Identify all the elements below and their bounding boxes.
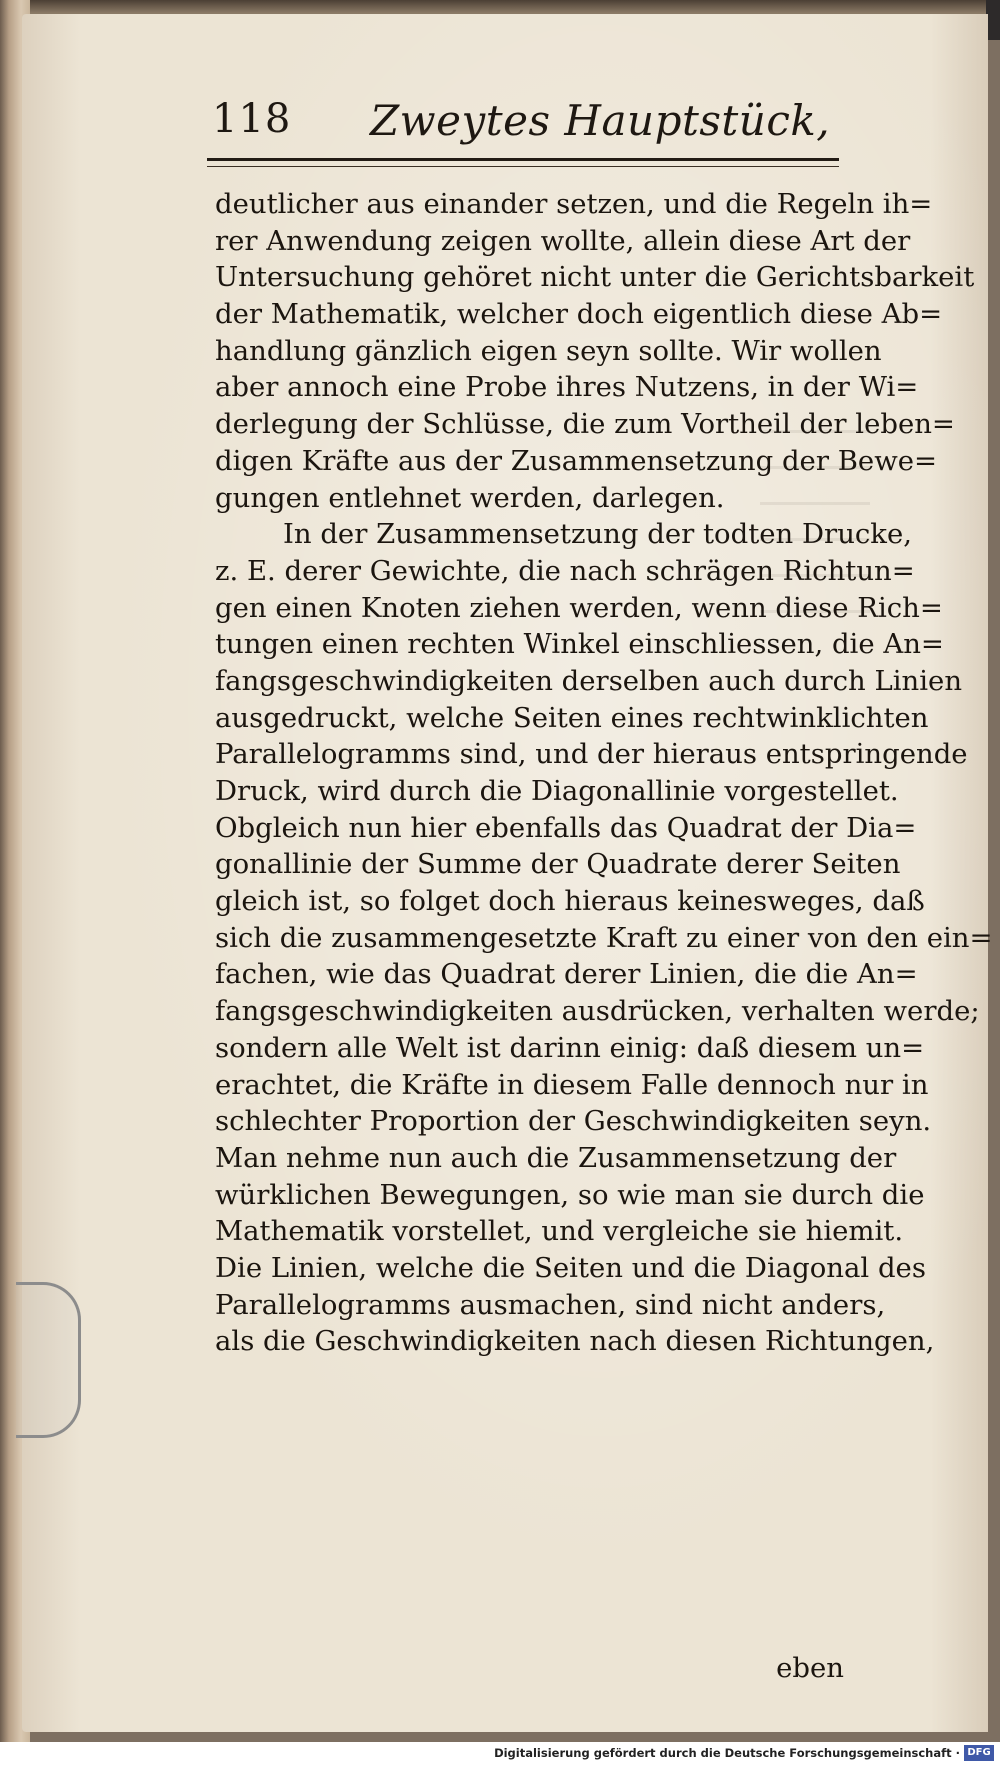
text-line: ausgedruckt, welche Seiten eines rechtwinklichten (215, 701, 929, 734)
catchword: eben (776, 1652, 844, 1684)
text-line: Parallelogramms ausmachen, sind nicht anders, (215, 1288, 886, 1321)
running-title: Zweytes Hauptstück, (370, 96, 831, 145)
paragraph-start-line: In der Zusammensetzung der todten Drucke, (283, 518, 912, 551)
page-header (212, 96, 842, 156)
text-line: rer Anwendung zeigen wollte, allein diese Art der (215, 224, 911, 257)
body-text (215, 186, 993, 1360)
text-line: derlegung der Schlüsse, die zum Vortheil der leben= (215, 408, 955, 441)
text-line: Die Linien, welche die Seiten und die Diagonal des (215, 1251, 926, 1284)
text-line: Man nehme nun auch die Zusammensetzung der (215, 1141, 897, 1174)
text-line: gleich ist, so folget doch hieraus keinesweges, daß (215, 885, 925, 918)
text-line: fachen, wie das Quadrat derer Linien, die die An= (215, 958, 918, 991)
text-line: fangsgeschwindigkeiten ausdrücken, verhalten werde; (215, 995, 980, 1028)
text-line: gonallinie der Summe der Quadrate derer Seiten (215, 848, 901, 881)
text-line: schlechter Proportion der Geschwindigkeiten seyn. (215, 1105, 932, 1138)
text-line: sich die zusammengesetzte Kraft zu einer von den ein= (215, 921, 993, 954)
text-line: z. E. derer Gewichte, die nach schrägen Richtun= (215, 554, 915, 587)
text-line: Parallelogramms sind, und der hieraus entspringende (215, 738, 968, 771)
text-line: gen einen Knoten ziehen werden, wenn diese Rich= (215, 591, 943, 624)
text-line: sondern alle Welt ist darinn einig: daß diesem un= (215, 1031, 925, 1064)
paper-clip-mark (16, 1282, 81, 1438)
text-line: Mathematik vorstellet, und vergleiche sie hiemit. (215, 1215, 904, 1248)
text-line: würklichen Bewegungen, so wie man sie durch die (215, 1178, 925, 1211)
text-line: gungen entlehnet werden, darlegen. (215, 481, 725, 514)
text-line: Obgleich nun hier ebenfalls das Quadrat der Dia= (215, 811, 917, 844)
text-line: Untersuchung gehöret nicht unter die Gerichtsbarkeit (215, 261, 975, 294)
text-line: Druck, wird durch die Diagonallinie vorgestellet. (215, 775, 899, 807)
text-line: als die Geschwindigkeiten nach diesen Richtungen, (215, 1325, 935, 1358)
text-line: erachtet, die Kräfte in diesem Falle dennoch nur in (215, 1068, 929, 1101)
text-line: aber annoch eine Probe ihres Nutzens, in der Wi= (215, 371, 919, 404)
text-line: der Mathematik, welcher doch eigentlich diese Ab= (215, 298, 943, 331)
text-line: deutlicher aus einander setzen, und die Regeln ih= (215, 188, 933, 220)
page-number: 118 (212, 96, 292, 142)
digitization-credit: Digitalisierung gefördert durch die Deutsche Forschungsgemeinschaft · (494, 1746, 960, 1760)
text-line: fangsgeschwindigkeiten derselben auch durch Linien (215, 664, 963, 697)
scan-corner (986, 0, 1000, 40)
text-line: digen Kräfte aus der Zusammensetzung der Bewe= (215, 444, 938, 477)
text-line: handlung gänzlich eigen seyn sollte. Wir wollen (215, 334, 882, 367)
dfg-logo-icon: DFG (964, 1745, 994, 1761)
header-rule-thin (207, 166, 839, 167)
header-rule (207, 158, 839, 161)
text-line: tungen einen rechten Winkel einschliessen, die An= (215, 628, 944, 661)
